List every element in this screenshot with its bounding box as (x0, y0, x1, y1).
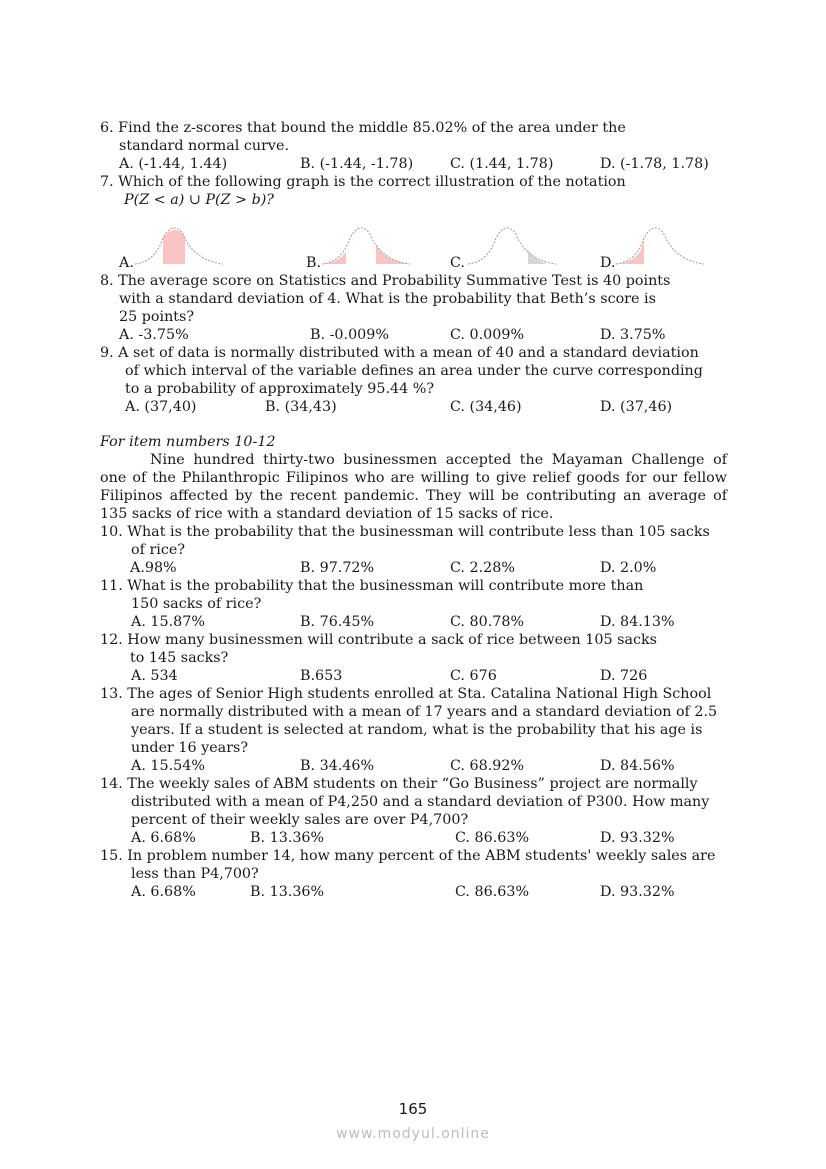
q9-option-c: C. (34,46) (450, 399, 522, 415)
q14-option-b: B. 13.36% (250, 830, 325, 846)
q7-graph-a (133, 226, 225, 266)
q7-graph-b-shade-right (376, 244, 410, 264)
q7-graph-a-shade (163, 230, 185, 264)
q8-option-b: B. -0.009% (310, 327, 389, 343)
section-paragraph-line-3: Filipinos affected by the recent pandemic. They will be contributing an average of (100, 488, 727, 504)
q11-stem-line-1: 11. What is the probability that the businessman will contribute more than (100, 578, 644, 594)
q14-stem-line-3: percent of their weekly sales are over P4,700? (131, 812, 469, 828)
q11-option-a: A. 15.87% (131, 614, 205, 630)
q8-stem-line-2: with a standard deviation of 4. What is the probability that Beth’s score is (119, 291, 656, 307)
q7-option-c: C. (450, 255, 465, 271)
q7-graph-b-shade-left (322, 252, 346, 264)
q12-option-d: D. 726 (600, 668, 648, 684)
q7-graph-c-shade (528, 250, 546, 264)
q7-stem-line-1: 7. Which of the following graph is the correct illustration of the notation (100, 174, 626, 190)
q15-stem-line-2: less than P4,700? (131, 866, 259, 882)
q11-stem-line-2: 150 sacks of rice? (131, 596, 262, 612)
q7-graph-b-curve (322, 228, 410, 264)
q12-stem-line-2: to 145 sacks? (130, 650, 229, 666)
q15-option-d: D. 93.32% (600, 884, 675, 900)
q10-option-a: A.98% (130, 560, 177, 576)
q10-stem-line-1: 10. What is the probability that the businessman will contribute less than 105 sacks (100, 524, 710, 540)
q8-option-a: A. -3.75% (119, 327, 189, 343)
section-paragraph-line-1: Nine hundred thirty-two businessmen accepted the Mayaman Challenge of (150, 452, 727, 468)
q8-option-d: D. 3.75% (600, 327, 666, 343)
q13-option-b: B. 34.46% (300, 758, 375, 774)
q15-stem-line-1: 15. In problem number 14, how many percent of the ABM students' weekly sales are (100, 848, 716, 864)
q6-option-a: A. (-1.44, 1.44) (119, 156, 228, 172)
section-paragraph-line-4: 135 sacks of rice with a standard deviation of 15 sacks of rice. (100, 506, 554, 522)
q15-option-a: A. 6.68% (131, 884, 196, 900)
q12-option-c: C. 676 (450, 668, 497, 684)
q8-option-c: C. 0.009% (450, 327, 525, 343)
q6-stem-line-1: 6. Find the z-scores that bound the middle 85.02% of the area under the (100, 120, 626, 136)
q14-stem-line-1: 14. The weekly sales of ABM students on their “Go Business” project are normally (100, 776, 698, 792)
q6-option-d: D. (-1.78, 1.78) (600, 156, 709, 172)
q14-stem-line-2: distributed with a mean of P4,250 and a standard deviation of P300. How many (131, 794, 710, 810)
section-paragraph-line-2: one of the Philanthropic Filipinos who are willing to give relief goods for our fellow (100, 470, 727, 486)
q9-option-a: A. (37,40) (125, 399, 197, 415)
q9-stem-line-3: to a probability of approximately 95.44 %? (125, 381, 435, 397)
q11-option-d: D. 84.13% (600, 614, 675, 630)
q9-option-d: D. (37,46) (600, 399, 673, 415)
q10-stem-line-2: of rice? (131, 542, 185, 558)
watermark: www.modyul.online (336, 1126, 490, 1142)
q13-stem-line-1: 13. The ages of Senior High students enrolled at Sta. Catalina National High School (100, 686, 712, 702)
q11-option-b: B. 76.45% (300, 614, 375, 630)
q9-option-b: B. (34,43) (265, 399, 337, 415)
q7-option-b: B. (306, 255, 322, 271)
q13-stem-line-4: under 16 years? (131, 740, 249, 756)
q9-stem-line-2: of which interval of the variable defines an area under the curve corresponding (125, 363, 703, 379)
q10-option-b: B. 97.72% (300, 560, 375, 576)
q13-option-a: A. 15.54% (131, 758, 205, 774)
q6-stem-line-2: standard normal curve. (119, 138, 289, 154)
q13-option-c: C. 68.92% (450, 758, 525, 774)
q12-option-a: A. 534 (131, 668, 178, 684)
q15-option-c: C. 86.63% (455, 884, 530, 900)
q6-option-c: C. (1.44, 1.78) (450, 156, 554, 172)
q13-option-d: D. 84.56% (600, 758, 675, 774)
q8-stem-line-3: 25 points? (119, 309, 195, 325)
q15-option-b: B. 13.36% (250, 884, 325, 900)
section-heading: For item numbers 10-12 (100, 434, 276, 450)
q7-graph-d-shade (616, 240, 644, 264)
q12-option-b: B.653 (300, 668, 343, 684)
q7-option-d: D. (600, 255, 616, 271)
q10-option-d: D. 2.0% (600, 560, 657, 576)
q14-option-a: A. 6.68% (131, 830, 196, 846)
q7-graph-c-curve (468, 228, 556, 264)
q14-option-d: D. 93.32% (600, 830, 675, 846)
q7-graph-d-curve (616, 228, 704, 264)
q10-option-c: C. 2.28% (450, 560, 515, 576)
page-number: 165 (398, 1100, 428, 1118)
q14-option-c: C. 86.63% (455, 830, 530, 846)
q13-stem-line-2: are normally distributed with a mean of 17 years and a standard deviation of 2.5 (131, 704, 718, 720)
q8-stem-line-1: 8. The average score on Statistics and Probability Summative Test is 40 points (100, 273, 671, 289)
q7-graph-d (614, 226, 706, 266)
q6-option-b: B. (-1.44, -1.78) (300, 156, 414, 172)
q9-stem-line-1: 9. A set of data is normally distributed with a mean of 40 and a standard deviation (100, 345, 699, 361)
q7-graph-c (466, 226, 558, 266)
q7-graph-b (320, 226, 412, 266)
q13-stem-line-3: years. If a student is selected at random, what is the probability that his age is (131, 722, 703, 738)
q7-notation: P(Z < a) ∪ P(Z > b)? (124, 192, 274, 208)
q11-option-c: C. 80.78% (450, 614, 525, 630)
q12-stem-line-1: 12. How many businessmen will contribute a sack of rice between 105 sacks (100, 632, 657, 648)
q7-option-a: A. (119, 255, 134, 271)
